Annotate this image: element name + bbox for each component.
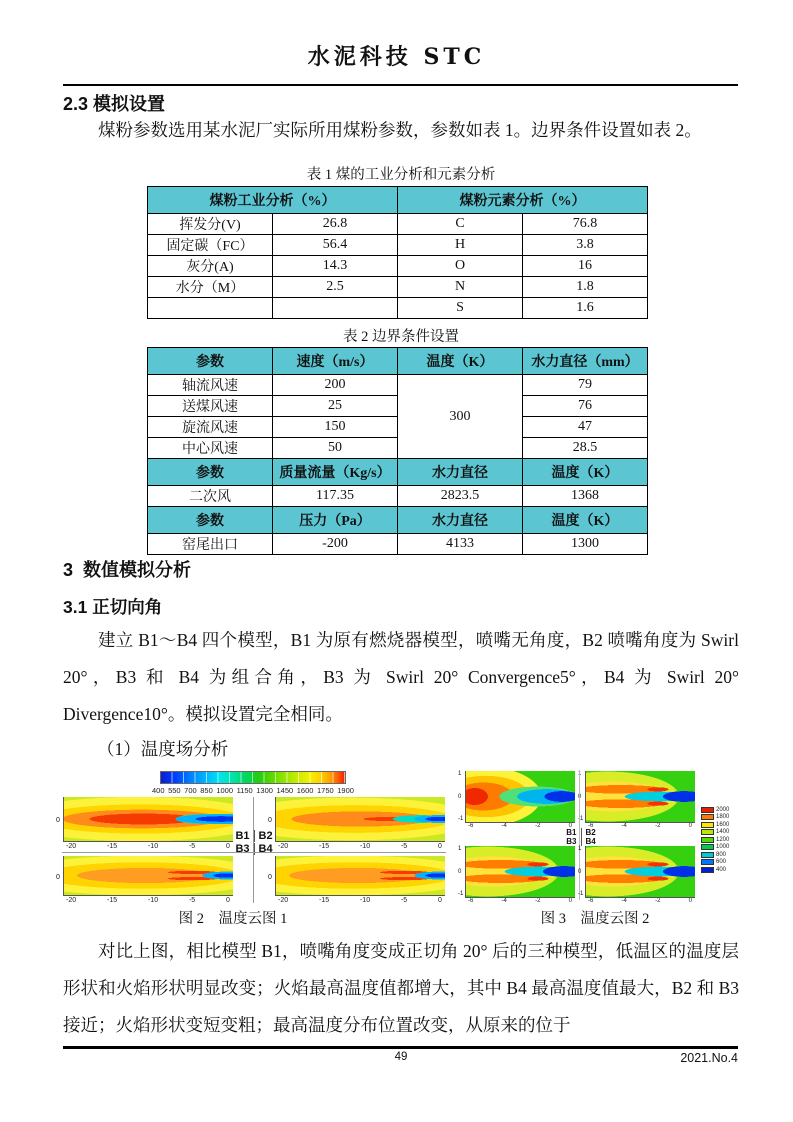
table-row xyxy=(148,235,648,256)
table2-boundary-conditions xyxy=(147,347,648,555)
legend-row xyxy=(701,866,737,873)
figure2-column-divider xyxy=(253,797,254,903)
figure3-panel-b1 xyxy=(458,771,575,830)
panel-label-b4: B4 xyxy=(254,843,273,855)
header-rule xyxy=(63,84,738,86)
y-tick: -1 xyxy=(458,816,464,822)
contour-plot-b3 xyxy=(458,846,575,898)
x-tick: -6 xyxy=(468,898,474,904)
colorbar-tick: 1750 xyxy=(317,786,334,795)
table-cell-merged-temperature: 300 xyxy=(398,375,523,459)
panel-label-b2: B2 xyxy=(581,828,596,837)
table-header-cell: 速度（m/s） xyxy=(273,348,398,375)
panel-label-b3: B3 xyxy=(566,837,577,846)
legend-swatch xyxy=(701,829,714,835)
legend-row xyxy=(701,829,737,836)
table-header-cell: 水力直径 xyxy=(398,459,523,486)
figure3-panel-b4 xyxy=(578,846,695,905)
x-tick: -4 xyxy=(621,823,627,829)
table-cell: 1368 xyxy=(523,486,648,507)
table-cell: 26.8 xyxy=(273,214,398,235)
colorbar-tick: 850 xyxy=(200,786,213,795)
legend-swatch xyxy=(701,844,714,850)
figure2-panel-labels-row1 xyxy=(232,830,276,842)
x-tick: -4 xyxy=(621,898,627,904)
legend-row xyxy=(701,814,737,821)
x-tick: -6 xyxy=(588,823,594,829)
legend-value: 1000 xyxy=(716,844,730,850)
contour-plot-b2 xyxy=(268,797,445,842)
table-row xyxy=(148,459,648,486)
legend-row xyxy=(701,859,737,866)
table-header-cell: 水力直径 xyxy=(398,507,523,534)
colorbar-tick: 400 xyxy=(152,786,165,795)
legend-row xyxy=(701,821,737,828)
y-tick: 0 xyxy=(578,868,582,875)
x-axis-ticks xyxy=(585,898,695,905)
y-axis-ticks xyxy=(458,771,463,822)
table-row xyxy=(148,256,648,277)
table2-caption: 表 2 边界条件设置 xyxy=(343,329,459,345)
table-header-cell: 参数 xyxy=(148,507,273,534)
x-axis-ticks xyxy=(465,898,575,905)
table-cell: 56.4 xyxy=(273,235,398,256)
table-cell: 50 xyxy=(273,438,398,459)
y-tick: 1 xyxy=(458,846,462,852)
contour-plot-b1 xyxy=(56,797,233,842)
legend-swatch xyxy=(701,852,714,858)
table-cell xyxy=(148,298,273,319)
table-cell: O xyxy=(398,256,523,277)
x-tick: -4 xyxy=(501,823,507,829)
x-tick: -5 xyxy=(188,897,196,904)
legend-swatch xyxy=(701,814,714,820)
x-tick: -10 xyxy=(359,843,371,850)
table-cell: 76.8 xyxy=(523,214,648,235)
x-tick: 0 xyxy=(688,898,692,904)
x-tick: -20 xyxy=(66,897,77,904)
x-tick: -6 xyxy=(588,898,594,904)
table-row xyxy=(148,507,648,534)
x-axis-ticks xyxy=(63,896,233,905)
y-tick: -1 xyxy=(578,816,584,822)
figure2-panel-b4 xyxy=(268,856,445,905)
x-tick: -5 xyxy=(188,843,196,850)
table-row xyxy=(148,486,648,507)
figure2-panel-labels-row2 xyxy=(232,843,276,855)
table-cell: 二次风 xyxy=(148,486,273,507)
y-axis-ticks xyxy=(578,846,583,897)
table1-header-proximate: 煤粉工业分析（%） xyxy=(148,187,398,214)
colorbar-tick: 1900 xyxy=(337,786,354,795)
x-tick: 0 xyxy=(568,898,572,904)
colorbar-tick: 550 xyxy=(168,786,181,795)
x-tick: 0 xyxy=(438,843,442,850)
table-cell: 窑尾出口 xyxy=(148,534,273,555)
table-cell: 47 xyxy=(523,417,648,438)
x-tick: -4 xyxy=(501,898,507,904)
x-tick: -5 xyxy=(400,843,408,850)
x-axis-ticks xyxy=(275,896,445,905)
y-axis-tick: 0 xyxy=(56,873,60,881)
x-axis-ticks xyxy=(275,842,445,851)
y-tick: 1 xyxy=(578,846,582,852)
legend-value: 1200 xyxy=(716,836,730,843)
x-tick: -2 xyxy=(535,898,541,904)
figure3-panel-b3 xyxy=(458,846,575,905)
x-tick: 0 xyxy=(226,897,230,904)
table-header-cell: 温度（K） xyxy=(398,348,523,375)
x-tick: -20 xyxy=(278,897,289,904)
legend-value: 1600 xyxy=(716,821,730,828)
contour-plot-b4 xyxy=(578,846,695,898)
table-row xyxy=(148,277,648,298)
table1-header-ultimate: 煤粉元素分析（%） xyxy=(398,187,648,214)
table-row xyxy=(148,348,648,375)
figure3-caption: 图 3 温度云图 2 xyxy=(540,911,650,927)
table-header-cell: 参数 xyxy=(148,459,273,486)
y-tick: 0 xyxy=(578,793,582,800)
legend-value: 1400 xyxy=(716,829,730,835)
figure-strip xyxy=(56,766,738,906)
x-tick: -15 xyxy=(318,897,330,904)
figure2-panel-b1 xyxy=(56,797,233,851)
table-header-cell: 压力（Pa） xyxy=(273,507,398,534)
table-cell: 200 xyxy=(273,375,398,396)
section-3-1-paragraph: 建立 B1～B4 四个模型，B1 为原有燃烧器模型，喷嘴无角度，B2 喷嘴角度为 Swirl 20°，B3 和 B4 为组合角，B3 为 Swirl 20° Convergence5°，B4 为 Swirl 20° Divergence10°。模拟设置完全相同。 xyxy=(63,630,739,724)
x-tick: -15 xyxy=(106,897,118,904)
x-tick: -15 xyxy=(318,843,330,850)
table-cell: 1.6 xyxy=(523,298,648,319)
table-cell: 2.5 xyxy=(273,277,398,298)
y-tick: 0 xyxy=(458,868,462,875)
panel-label-b1: B1 xyxy=(566,828,577,837)
panel-label-b3: B3 xyxy=(235,843,250,855)
x-tick: -20 xyxy=(66,843,77,850)
x-axis-ticks xyxy=(465,823,575,830)
x-axis-ticks xyxy=(585,823,695,830)
x-tick: -15 xyxy=(106,843,118,850)
table-cell: 28.5 xyxy=(523,438,648,459)
table-cell: 4133 xyxy=(398,534,523,555)
legend-swatch xyxy=(701,822,714,828)
x-tick: -5 xyxy=(400,897,408,904)
contour-plot-b3 xyxy=(56,856,233,896)
footer-rule xyxy=(63,1046,738,1049)
figure2-panel-b3 xyxy=(56,856,233,905)
contour-plot-b2 xyxy=(578,771,695,823)
page-number: 49 xyxy=(394,1051,408,1063)
legend-row xyxy=(701,836,737,843)
legend-row xyxy=(701,806,737,813)
table-row xyxy=(148,187,648,214)
table-cell: 3.8 xyxy=(523,235,648,256)
panel-label-b4: B4 xyxy=(581,837,596,846)
x-tick: -2 xyxy=(655,898,661,904)
table1-caption: 表 1 煤的工业分析和元素分析 xyxy=(306,167,496,183)
figure3-contour-group xyxy=(455,766,738,906)
colorbar-tick: 700 xyxy=(184,786,197,795)
legend-swatch xyxy=(701,837,714,843)
figure3-panel-b2 xyxy=(578,771,695,830)
journal-title: 水泥科技 STC xyxy=(307,44,486,70)
x-tick: 0 xyxy=(688,823,692,829)
table-header-cell: 温度（K） xyxy=(523,459,648,486)
table-row xyxy=(148,534,648,555)
table-cell: 1300 xyxy=(523,534,648,555)
table-cell: 轴流风速 xyxy=(148,375,273,396)
y-tick: 0 xyxy=(458,793,462,800)
table-row xyxy=(148,214,648,235)
table-cell: 117.35 xyxy=(273,486,398,507)
table-cell: 25 xyxy=(273,396,398,417)
x-tick: -10 xyxy=(147,843,159,850)
table-cell: 水分（M） xyxy=(148,277,273,298)
table-cell: 2823.5 xyxy=(398,486,523,507)
table-cell: 1.8 xyxy=(523,277,648,298)
x-tick: -2 xyxy=(655,823,661,829)
figure2-contour-group xyxy=(56,766,450,906)
y-tick: 1 xyxy=(458,771,462,777)
section-2-3-heading: 2.3 模拟设置 xyxy=(63,94,166,114)
colorbar-tick: 1150 xyxy=(236,786,253,795)
legend-swatch xyxy=(701,807,714,813)
table-cell: N xyxy=(398,277,523,298)
x-tick: 0 xyxy=(226,843,230,850)
section-3-heading: 3 数值模拟分析 xyxy=(63,560,192,580)
legend-value: 400 xyxy=(716,866,727,873)
legend-swatch xyxy=(701,859,714,865)
x-tick: -10 xyxy=(359,897,371,904)
table-cell: 76 xyxy=(523,396,648,417)
y-axis-tick: 0 xyxy=(56,816,60,824)
x-tick: -6 xyxy=(468,823,474,829)
y-tick: 1 xyxy=(578,771,582,777)
table-cell: 150 xyxy=(273,417,398,438)
y-axis-tick: 0 xyxy=(268,873,272,881)
legend-value: 600 xyxy=(716,859,727,865)
figure2-panel-b2 xyxy=(268,797,445,851)
colorbar-tick: 1450 xyxy=(276,786,294,795)
legend-swatch xyxy=(701,867,714,873)
x-tick: 0 xyxy=(568,823,572,829)
x-axis-ticks xyxy=(63,842,233,851)
table-cell xyxy=(273,298,398,319)
list-item-temperature-field: （1）温度场分析 xyxy=(97,739,229,759)
table-row xyxy=(148,298,648,319)
table-cell: 16 xyxy=(523,256,648,277)
y-axis-ticks xyxy=(458,846,463,897)
table-header-cell: 水力直径（mm） xyxy=(523,348,648,375)
figure3-panel-labels-row2 xyxy=(563,837,599,846)
x-tick: -20 xyxy=(278,843,289,850)
table-cell: 送煤风速 xyxy=(148,396,273,417)
y-tick: -1 xyxy=(458,891,464,897)
table-cell: 挥发分(V) xyxy=(148,214,273,235)
legend-value: 800 xyxy=(716,851,727,858)
colorbar-tick: 1600 xyxy=(296,786,314,795)
table-cell: 旋流风速 xyxy=(148,417,273,438)
figure3-colorbar-legend xyxy=(701,806,737,874)
figure2-row-divider xyxy=(62,852,446,853)
table-cell: 79 xyxy=(523,375,648,396)
contour-plot-b4 xyxy=(268,856,445,896)
panel-label-b1: B1 xyxy=(235,830,250,842)
analysis-paragraph: 对比上图，相比模型 B1，喷嘴角度变成正切角 20° 后的三种模型，低温区的温度层形状和火焰形状明显改变；火焰最高温度值都增大，其中 B4 最高温度值最大，B2 和 B3 接近；火焰形状变短变粗；最高温度分布位置改变，从原来的位于 xyxy=(63,941,739,1035)
table-row xyxy=(148,375,648,396)
contour-plot-b1 xyxy=(458,771,575,823)
table-header-cell: 参数 xyxy=(148,348,273,375)
table-cell: S xyxy=(398,298,523,319)
panel-label-b2: B2 xyxy=(254,830,273,842)
table1-coal-analysis xyxy=(147,186,648,319)
legend-value: 2000 xyxy=(716,806,730,813)
table-header-cell: 温度（K） xyxy=(523,507,648,534)
figure3-panel-labels-row1 xyxy=(563,828,599,837)
legend-row xyxy=(701,851,737,858)
figure2-caption: 图 2 温度云图 1 xyxy=(178,911,288,927)
table-cell: C xyxy=(398,214,523,235)
figure2-colorbar xyxy=(160,771,346,784)
legend-value: 1800 xyxy=(716,814,730,820)
colorbar-tick: 1000 xyxy=(216,786,233,795)
table-cell: 固定碳（FC） xyxy=(148,235,273,256)
legend-row xyxy=(701,844,737,851)
colorbar-tick: 1300 xyxy=(256,786,273,795)
figure2-colorbar-labels xyxy=(152,786,354,795)
table-cell: 灰分(A) xyxy=(148,256,273,277)
table-cell: -200 xyxy=(273,534,398,555)
y-axis-tick: 0 xyxy=(268,816,272,824)
x-tick: -10 xyxy=(147,897,159,904)
table-header-cell: 质量流量（Kg/s） xyxy=(273,459,398,486)
x-tick: 0 xyxy=(438,897,442,904)
issue-number: 2021.No.4 xyxy=(680,1051,738,1065)
section-3-1-heading: 3.1 正切向角 xyxy=(63,597,163,617)
table-cell: 中心风速 xyxy=(148,438,273,459)
table-cell: H xyxy=(398,235,523,256)
section-2-3-paragraph: 煤粉参数选用某水泥厂实际所用煤粉参数，参数如表 1。边界条件设置如表 2。 xyxy=(98,120,702,140)
x-tick: -2 xyxy=(535,823,541,829)
y-tick: -1 xyxy=(578,891,584,897)
table-cell: 14.3 xyxy=(273,256,398,277)
